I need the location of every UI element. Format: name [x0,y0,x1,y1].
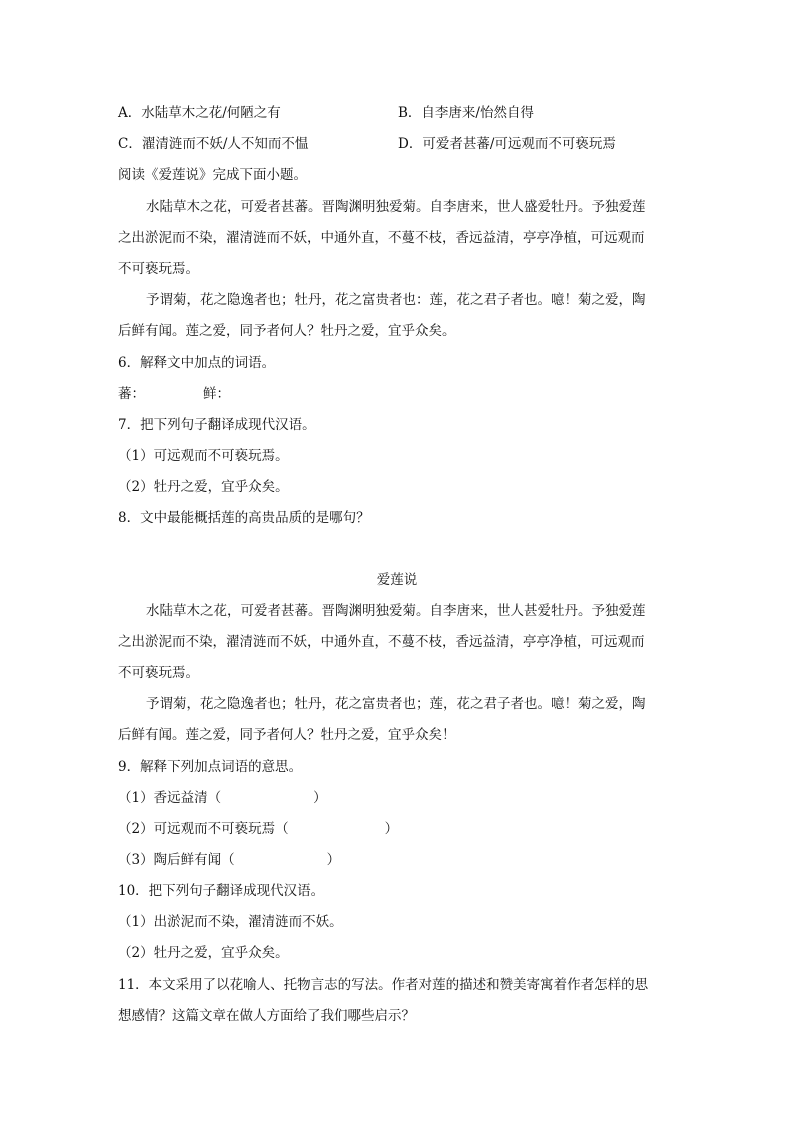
option-letter: C． [118,136,142,152]
passage1-line: 之出淤泥而不染，濯清涟而不妖，中通外直，不蔓不枝，香远益清，亭亭净植，可远观而 [118,230,645,246]
passage2-line: 后鲜有闻。莲之爱，同予者何人？牡丹之爱，宜乎众矣！ [118,727,456,743]
question-9: 9．解释下列加点词语的意思。 [118,759,303,775]
q9-item-close: ） [313,790,327,806]
question-10: 10．把下列句子翻译成现代汉语。 [118,883,325,899]
question-11-line: 11．本文采用了以花喻人、托物言志的写法。作者对莲的描述和赞美寄寓着作者怎样的思 [118,977,649,993]
q9-item-close: ） [326,852,341,868]
option-text: 濯清涟而不妖/人不知而不愠 [141,136,309,152]
q10-item: （2）牡丹之爱，宜乎众矣。 [118,945,289,961]
passage1-line: 水陆草木之花，可爱者甚蕃。晋陶渊明独爱菊。自李唐来，世人盛爱牡丹。予独爱莲 [146,199,646,215]
q7-item: （1）可远观而不可亵玩焉。 [118,448,289,464]
question-6: 6．解释文中加点的词语。 [118,355,276,371]
option-letter: A． [118,105,142,121]
q6-term: 鲜： [203,386,230,402]
passage-title: 爱莲说 [376,572,418,588]
option-letter: B． [398,105,422,121]
q9-item-text: （2）可远观而不可亵玩焉（ [118,821,289,837]
option-d [398,134,616,154]
q10-item: （1）出淤泥而不染，濯清涟而不妖。 [118,914,343,930]
option-b [398,103,534,123]
q9-item [118,850,340,870]
q9-item-text: （1）香远益清（ [118,790,222,806]
q9-item [118,819,398,839]
passage2-line: 不可亵玩焉。 [118,665,199,681]
option-a [118,103,281,123]
section1-intro: 阅读《爱莲说》完成下面小题。 [118,167,307,183]
passage2-line: 之出淤泥而不染，濯清涟而不妖，中通外直，不蔓不枝，香远益清，亭亭净植，可远观而 [118,634,645,650]
q9-item-close: ） [384,821,399,837]
option-letter: D． [398,136,423,152]
question-7: 7．把下列句子翻译成现代汉语。 [118,417,316,433]
q9-item [118,788,327,808]
question-8: 8．文中最能概括莲的高贵品质的是哪句？ [118,510,370,526]
passage2-line: 予谓菊，花之隐逸者也；牡丹，花之富贵者也；莲，花之君子者也。噫！菊之爱，陶 [146,696,646,712]
passage1-line: 予谓菊，花之隐逸者也；牡丹，花之富贵者也：莲，花之君子者也。噫！菊之爱，陶 [146,292,646,308]
question-11-line: 想感情？这篇文章在做人方面给了我们哪些启示？ [118,1008,415,1024]
q7-item: （2）牡丹之爱，宜乎众矣。 [118,479,289,495]
passage1-line: 后鲜有闻。莲之爱，同予者何人？牡丹之爱，宜乎众矣。 [118,323,456,339]
passage1-line: 不可亵玩焉。 [118,261,199,277]
option-text: 自李唐来/怡然自得 [421,105,534,121]
option-text: 水陆草木之花/何陋之有 [141,105,281,121]
option-text: 可爱者甚蕃/可远观而不可亵玩焉 [422,136,616,152]
option-c [118,134,308,154]
q6-term: 蕃： [118,386,145,402]
q9-item-text: （3）陶后鲜有闻（ [118,852,235,868]
passage2-line: 水陆草木之花，可爱者甚蕃。晋陶渊明独爱菊。自李唐来，世人甚爱牡丹。予独爱莲 [146,603,646,619]
